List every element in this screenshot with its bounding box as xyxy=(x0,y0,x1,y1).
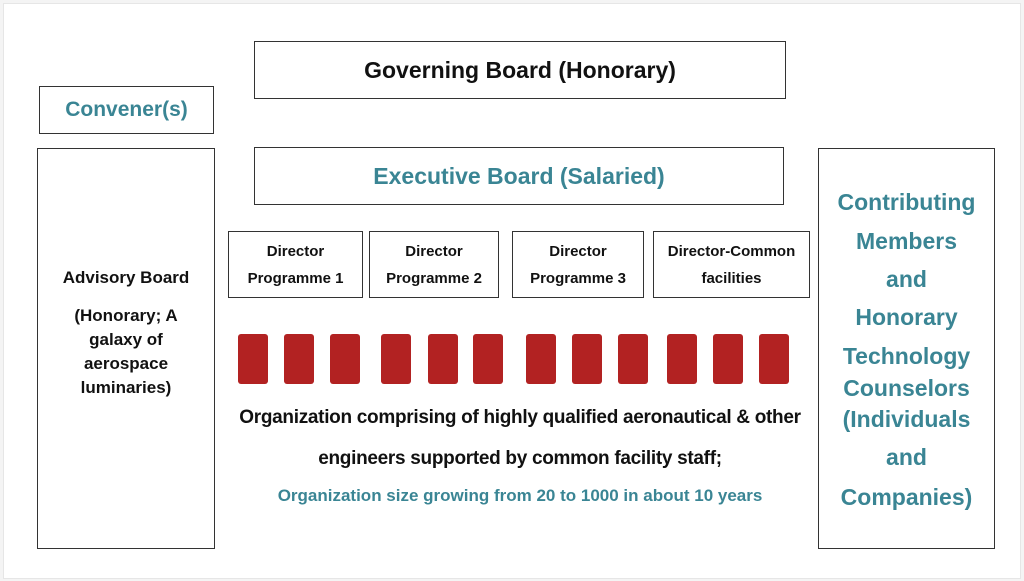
advisory-board-subtitle-line: aerospace xyxy=(83,353,169,373)
staff-block xyxy=(572,334,602,384)
convener-label: Convener(s) xyxy=(65,98,188,121)
governing-board-box xyxy=(254,41,786,99)
contributing-members-line: Members xyxy=(856,228,957,254)
staff-block xyxy=(284,334,314,384)
staff-block xyxy=(428,334,458,384)
staff-block xyxy=(473,334,503,384)
advisory-board-title: Advisory Board xyxy=(62,267,190,287)
advisory-board-subtitle-line: galaxy of xyxy=(89,329,163,349)
advisory-board-subtitle-line: luminaries) xyxy=(80,377,172,397)
staff-block xyxy=(759,334,789,384)
advisory-board-subtitle-line: (Honorary; A xyxy=(74,305,178,325)
contributing-members-line: Technology xyxy=(842,343,971,369)
director-role-label: Programme 2 xyxy=(386,269,482,287)
governing-board-label: Governing Board (Honorary) xyxy=(364,56,676,83)
contributing-members-line: (Individuals xyxy=(842,406,971,432)
organization-description-line-1: Organization comprising of highly qualified aeronautical & other xyxy=(239,407,801,428)
director-role-label: Programme 3 xyxy=(530,269,626,287)
director-common-facilities-box xyxy=(653,231,810,298)
contributing-members-line: Counselors xyxy=(843,375,970,401)
staff-block xyxy=(713,334,743,384)
director-label: Director xyxy=(405,242,463,260)
contributing-members-line: Contributing xyxy=(837,189,976,215)
contributing-members-box xyxy=(818,148,995,549)
organization-size-note: Organization size growing from 20 to 1000 in about 10 years xyxy=(277,486,763,505)
executive-board-box xyxy=(254,147,784,205)
contributing-members-line: Companies) xyxy=(840,484,973,510)
director-label: Director-Common xyxy=(667,242,796,260)
contributing-members-line: and xyxy=(886,266,927,292)
director-label: Director xyxy=(549,242,607,260)
convener-box xyxy=(39,86,214,134)
organization-description-line-2: engineers supported by common facility staff; xyxy=(318,448,722,469)
staff-block xyxy=(618,334,648,384)
staff-block xyxy=(667,334,697,384)
director-programme-1-box xyxy=(228,231,363,298)
director-programme-2-box xyxy=(369,231,499,298)
executive-board-label: Executive Board (Salaried) xyxy=(373,162,665,189)
staff-block xyxy=(330,334,360,384)
contributing-members-line: and xyxy=(886,444,927,470)
director-programme-3-box xyxy=(512,231,644,298)
staff-block xyxy=(238,334,268,384)
advisory-board-box xyxy=(37,148,215,549)
director-role-label: Programme 1 xyxy=(247,269,344,287)
contributing-members-line: Honorary xyxy=(855,304,958,330)
staff-block xyxy=(381,334,411,384)
staff-block xyxy=(526,334,556,384)
director-role-label: facilities xyxy=(701,269,762,287)
director-label: Director xyxy=(266,242,325,260)
